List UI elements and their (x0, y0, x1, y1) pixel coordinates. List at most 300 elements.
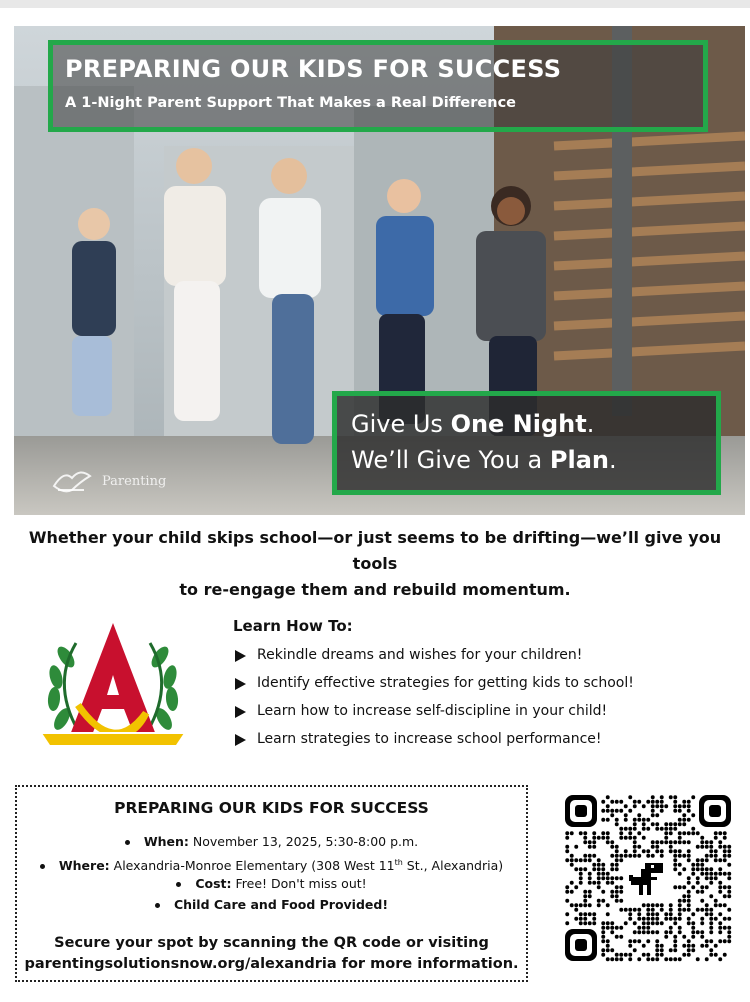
qr-module (646, 849, 650, 853)
qr-module (588, 876, 592, 880)
qr-module (619, 809, 623, 813)
qr-module (606, 881, 610, 885)
qr-module (655, 903, 659, 907)
qr-module (664, 822, 668, 826)
qr-module (714, 917, 718, 921)
qr-module (723, 858, 727, 862)
qr-module (651, 809, 655, 813)
qr-module (601, 818, 605, 822)
qr-module (669, 840, 673, 844)
qr-module (714, 899, 718, 903)
qr-module (696, 858, 700, 862)
qr-module (574, 903, 578, 907)
cta-line-2[interactable]: parentingsolutionsnow.org/alexandria for more information. (24, 956, 519, 972)
qr-module (583, 840, 587, 844)
promise-box (332, 391, 721, 495)
qr-module (705, 840, 709, 844)
qr-module (642, 930, 646, 934)
qr-module (678, 908, 682, 912)
qr-module (637, 912, 641, 916)
qr-module (597, 885, 601, 889)
qr-module (655, 944, 659, 948)
qr-module (651, 957, 655, 961)
qr-module (619, 899, 623, 903)
qr-module (646, 854, 650, 858)
qr-module (583, 890, 587, 894)
qr-module (687, 876, 691, 880)
qr-module (687, 854, 691, 858)
qr-module (655, 921, 659, 925)
qr-module (714, 854, 718, 858)
qr-module (727, 863, 731, 867)
qr-module (664, 827, 668, 831)
qr-module (723, 831, 727, 835)
qr-module (700, 899, 704, 903)
qr-module (660, 953, 664, 957)
qr-module (660, 948, 664, 952)
qr-module (570, 903, 574, 907)
qr-module (588, 881, 592, 885)
qr-module (610, 881, 614, 885)
qr-module (583, 899, 587, 903)
qr-module (687, 908, 691, 912)
qr-module (615, 885, 619, 889)
qr-module (624, 818, 628, 822)
qr-module (655, 912, 659, 916)
event-where: Where: Alexandria-Monroe Elementary (308 West 11th St., Alexandria) (17, 852, 526, 873)
qr-module (718, 840, 722, 844)
qr-module (705, 854, 709, 858)
qr-module (615, 809, 619, 813)
qr-module (682, 885, 686, 889)
qr-module (678, 899, 682, 903)
qr-module (673, 840, 677, 844)
qr-module (597, 881, 601, 885)
qr-module (570, 854, 574, 858)
qr-module (615, 858, 619, 862)
qr-module (682, 800, 686, 804)
qr-module (579, 921, 583, 925)
school-emblem-icon (36, 617, 190, 757)
qr-module (691, 872, 695, 876)
qr-module (682, 831, 686, 835)
bird-logo-icon (50, 464, 92, 498)
qr-module (682, 840, 686, 844)
qr-module (610, 930, 614, 934)
qr-module (615, 818, 619, 822)
qr-module (664, 836, 668, 840)
qr-module (615, 957, 619, 961)
qr-module (646, 921, 650, 925)
qr-module (714, 953, 718, 957)
qr-module (655, 957, 659, 961)
qr-module (619, 957, 623, 961)
qr-module (606, 818, 610, 822)
qr-module (691, 926, 695, 930)
qr-module (678, 930, 682, 934)
right-triangle-icon (235, 650, 246, 662)
qr-module (727, 908, 731, 912)
qr-module (709, 939, 713, 943)
qr-module (669, 912, 673, 916)
qr-module (651, 800, 655, 804)
cta-line-1: Secure your spot by scanning the QR code or visiting (54, 935, 489, 951)
qr-module (610, 800, 614, 804)
qr-module (691, 813, 695, 817)
qr-module (565, 921, 569, 925)
qr-module (714, 903, 718, 907)
qr-module (678, 804, 682, 808)
qr-module (696, 831, 700, 835)
qr-module (727, 930, 731, 934)
qr-module (637, 813, 641, 817)
qr-module (700, 890, 704, 894)
tagline-line-2: to re-engage them and rebuild momentum. (179, 580, 571, 599)
qr-module (669, 903, 673, 907)
qr-module (709, 948, 713, 952)
qr-module (610, 876, 614, 880)
qr-module (691, 867, 695, 871)
qr-module (709, 930, 713, 934)
qr-module (633, 822, 637, 826)
qr-module (583, 912, 587, 916)
qr-module (637, 845, 641, 849)
qr-module (718, 921, 722, 925)
qr-module (718, 885, 722, 889)
qr-module (709, 953, 713, 957)
qr-module (673, 822, 677, 826)
qr-code-icon[interactable] (563, 793, 733, 963)
qr-module (651, 822, 655, 826)
qr-module (696, 957, 700, 961)
qr-module (664, 804, 668, 808)
qr-module (633, 930, 637, 934)
qr-module (696, 908, 700, 912)
qr-module (592, 867, 596, 871)
qr-module (660, 827, 664, 831)
qr-module (714, 849, 718, 853)
qr-module (615, 935, 619, 939)
qr-module (718, 890, 722, 894)
qr-module (709, 881, 713, 885)
learn-item: Learn how to increase self-discipline in your child! (233, 697, 733, 725)
qr-module (579, 858, 583, 862)
qr-module (709, 840, 713, 844)
qr-module (574, 917, 578, 921)
qr-module (687, 804, 691, 808)
qr-module (727, 894, 731, 898)
qr-module (687, 849, 691, 853)
qr-module (597, 863, 601, 867)
qr-module (687, 840, 691, 844)
qr-finder-bottom-left (565, 929, 597, 961)
qr-module (691, 912, 695, 916)
qr-module (574, 845, 578, 849)
qr-module (705, 957, 709, 961)
qr-module (669, 930, 673, 934)
qr-module (592, 831, 596, 835)
qr-module (606, 921, 610, 925)
qr-module (592, 881, 596, 885)
qr-module (709, 894, 713, 898)
qr-module (673, 939, 677, 943)
qr-module (655, 840, 659, 844)
qr-module (655, 822, 659, 826)
qr-module (574, 858, 578, 862)
qr-module (700, 863, 704, 867)
qr-module (700, 921, 704, 925)
qr-module (700, 867, 704, 871)
qr-module (718, 939, 722, 943)
qr-module (727, 935, 731, 939)
qr-module (660, 800, 664, 804)
qr-module (646, 908, 650, 912)
qr-module (601, 926, 605, 930)
qr-module (691, 930, 695, 934)
qr-module (700, 917, 704, 921)
qr-module (619, 831, 623, 835)
qr-module (709, 849, 713, 853)
qr-module (696, 867, 700, 871)
qr-module (628, 795, 632, 799)
qr-module (709, 867, 713, 871)
qr-module (574, 867, 578, 871)
qr-module (691, 827, 695, 831)
qr-module (628, 912, 632, 916)
qr-module (700, 885, 704, 889)
qr-module (678, 818, 682, 822)
qr-module (673, 935, 677, 939)
qr-module (628, 917, 632, 921)
qr-module (597, 899, 601, 903)
qr-module (669, 822, 673, 826)
qr-module (714, 872, 718, 876)
qr-module (682, 804, 686, 808)
qr-module (673, 827, 677, 831)
qr-module (678, 809, 682, 813)
qr-module (633, 854, 637, 858)
qr-module (687, 921, 691, 925)
qr-module (714, 836, 718, 840)
qr-module (646, 827, 650, 831)
qr-module (700, 845, 704, 849)
qr-module (642, 849, 646, 853)
qr-module (705, 845, 709, 849)
qr-module (700, 840, 704, 844)
qr-module (610, 894, 614, 898)
qr-module (687, 894, 691, 898)
qr-module (624, 836, 628, 840)
qr-module (664, 917, 668, 921)
hero-title-box (48, 40, 708, 132)
qr-module (628, 944, 632, 948)
qr-module (700, 930, 704, 934)
qr-module (718, 845, 722, 849)
qr-module (579, 867, 583, 871)
qr-module (687, 939, 691, 943)
qr-module (610, 863, 614, 867)
qr-module (619, 800, 623, 804)
qr-module (619, 953, 623, 957)
qr-module (619, 836, 623, 840)
qr-module (615, 899, 619, 903)
qr-module (691, 921, 695, 925)
learn-title: Learn How To: (233, 617, 353, 635)
qr-module (691, 831, 695, 835)
qr-module (592, 863, 596, 867)
qr-module (574, 908, 578, 912)
qr-module (700, 944, 704, 948)
qr-module (628, 957, 632, 961)
qr-module (709, 872, 713, 876)
qr-module (664, 957, 668, 961)
qr-module (651, 921, 655, 925)
qr-module (705, 908, 709, 912)
qr-module (619, 926, 623, 930)
qr-module (651, 795, 655, 799)
qr-module (696, 930, 700, 934)
qr-module (669, 957, 673, 961)
qr-module (637, 854, 641, 858)
qr-module (705, 858, 709, 862)
qr-module (660, 903, 664, 907)
event-details-list (17, 831, 526, 915)
qr-module (651, 903, 655, 907)
qr-module (588, 894, 592, 898)
qr-module (691, 885, 695, 889)
qr-module (705, 876, 709, 880)
qr-module (678, 854, 682, 858)
qr-module (723, 953, 727, 957)
learn-item: Rekindle dreams and wishes for your children! (233, 641, 733, 669)
qr-module (678, 822, 682, 826)
qr-module (642, 903, 646, 907)
qr-module (673, 944, 677, 948)
qr-module (601, 863, 605, 867)
watermark-text: Parenting (102, 474, 167, 489)
qr-module (655, 953, 659, 957)
qr-module (651, 840, 655, 844)
qr-module (592, 917, 596, 921)
qr-module (642, 921, 646, 925)
qr-module (592, 921, 596, 925)
qr-module (687, 890, 691, 894)
qr-module (678, 885, 682, 889)
qr-module (696, 876, 700, 880)
qr-module (673, 957, 677, 961)
qr-module (655, 800, 659, 804)
qr-module (615, 876, 619, 880)
qr-module (606, 804, 610, 808)
qr-module (601, 867, 605, 871)
qr-module (606, 840, 610, 844)
qr-module (691, 944, 695, 948)
qr-module (583, 917, 587, 921)
qr-module (669, 926, 673, 930)
qr-module (624, 921, 628, 925)
qr-module (637, 908, 641, 912)
qr-module (700, 872, 704, 876)
qr-module (606, 944, 610, 948)
qr-module (633, 836, 637, 840)
qr-module (696, 881, 700, 885)
qr-module (664, 831, 668, 835)
qr-module (583, 903, 587, 907)
qr-module (714, 876, 718, 880)
qr-module (664, 935, 668, 939)
qr-module (718, 930, 722, 934)
qr-module (624, 908, 628, 912)
qr-module (601, 935, 605, 939)
qr-module (673, 809, 677, 813)
qr-module (565, 845, 569, 849)
qr-module (723, 849, 727, 853)
qr-module (646, 800, 650, 804)
qr-module (615, 800, 619, 804)
qr-module (619, 858, 623, 862)
qr-module (709, 926, 713, 930)
qr-module (687, 899, 691, 903)
qr-module (687, 948, 691, 952)
qr-module (610, 921, 614, 925)
qr-module (633, 827, 637, 831)
qr-module (682, 894, 686, 898)
qr-module (673, 804, 677, 808)
qr-module (718, 926, 722, 930)
hero-banner (14, 26, 745, 515)
qr-module (565, 836, 569, 840)
qr-module (615, 863, 619, 867)
qr-module (682, 953, 686, 957)
qr-module (687, 800, 691, 804)
qr-module (691, 948, 695, 952)
qr-module (678, 831, 682, 835)
qr-module (660, 854, 664, 858)
qr-module (597, 836, 601, 840)
qr-module (646, 818, 650, 822)
qr-module (624, 854, 628, 858)
qr-module (682, 822, 686, 826)
qr-module (723, 903, 727, 907)
qr-module (565, 885, 569, 889)
qr-module (619, 876, 623, 880)
qr-module (655, 948, 659, 952)
qr-module (579, 881, 583, 885)
qr-module (579, 872, 583, 876)
qr-module (646, 930, 650, 934)
qr-module (642, 804, 646, 808)
qr-module (642, 827, 646, 831)
qr-module (606, 836, 610, 840)
qr-module (592, 840, 596, 844)
qr-module (642, 926, 646, 930)
qr-module (673, 863, 677, 867)
qr-module (610, 813, 614, 817)
qr-module (642, 953, 646, 957)
qr-module (682, 813, 686, 817)
tagline-line-1: Whether your child skips school—or just seems to be drifting—we’ll give you tools (28, 528, 722, 573)
qr-module (673, 854, 677, 858)
qr-module (615, 894, 619, 898)
qr-module (628, 908, 632, 912)
qr-module (651, 845, 655, 849)
qr-module (678, 872, 682, 876)
qr-module (642, 822, 646, 826)
qr-module (669, 845, 673, 849)
qr-module (673, 885, 677, 889)
qr-module (606, 948, 610, 952)
qr-module (655, 845, 659, 849)
